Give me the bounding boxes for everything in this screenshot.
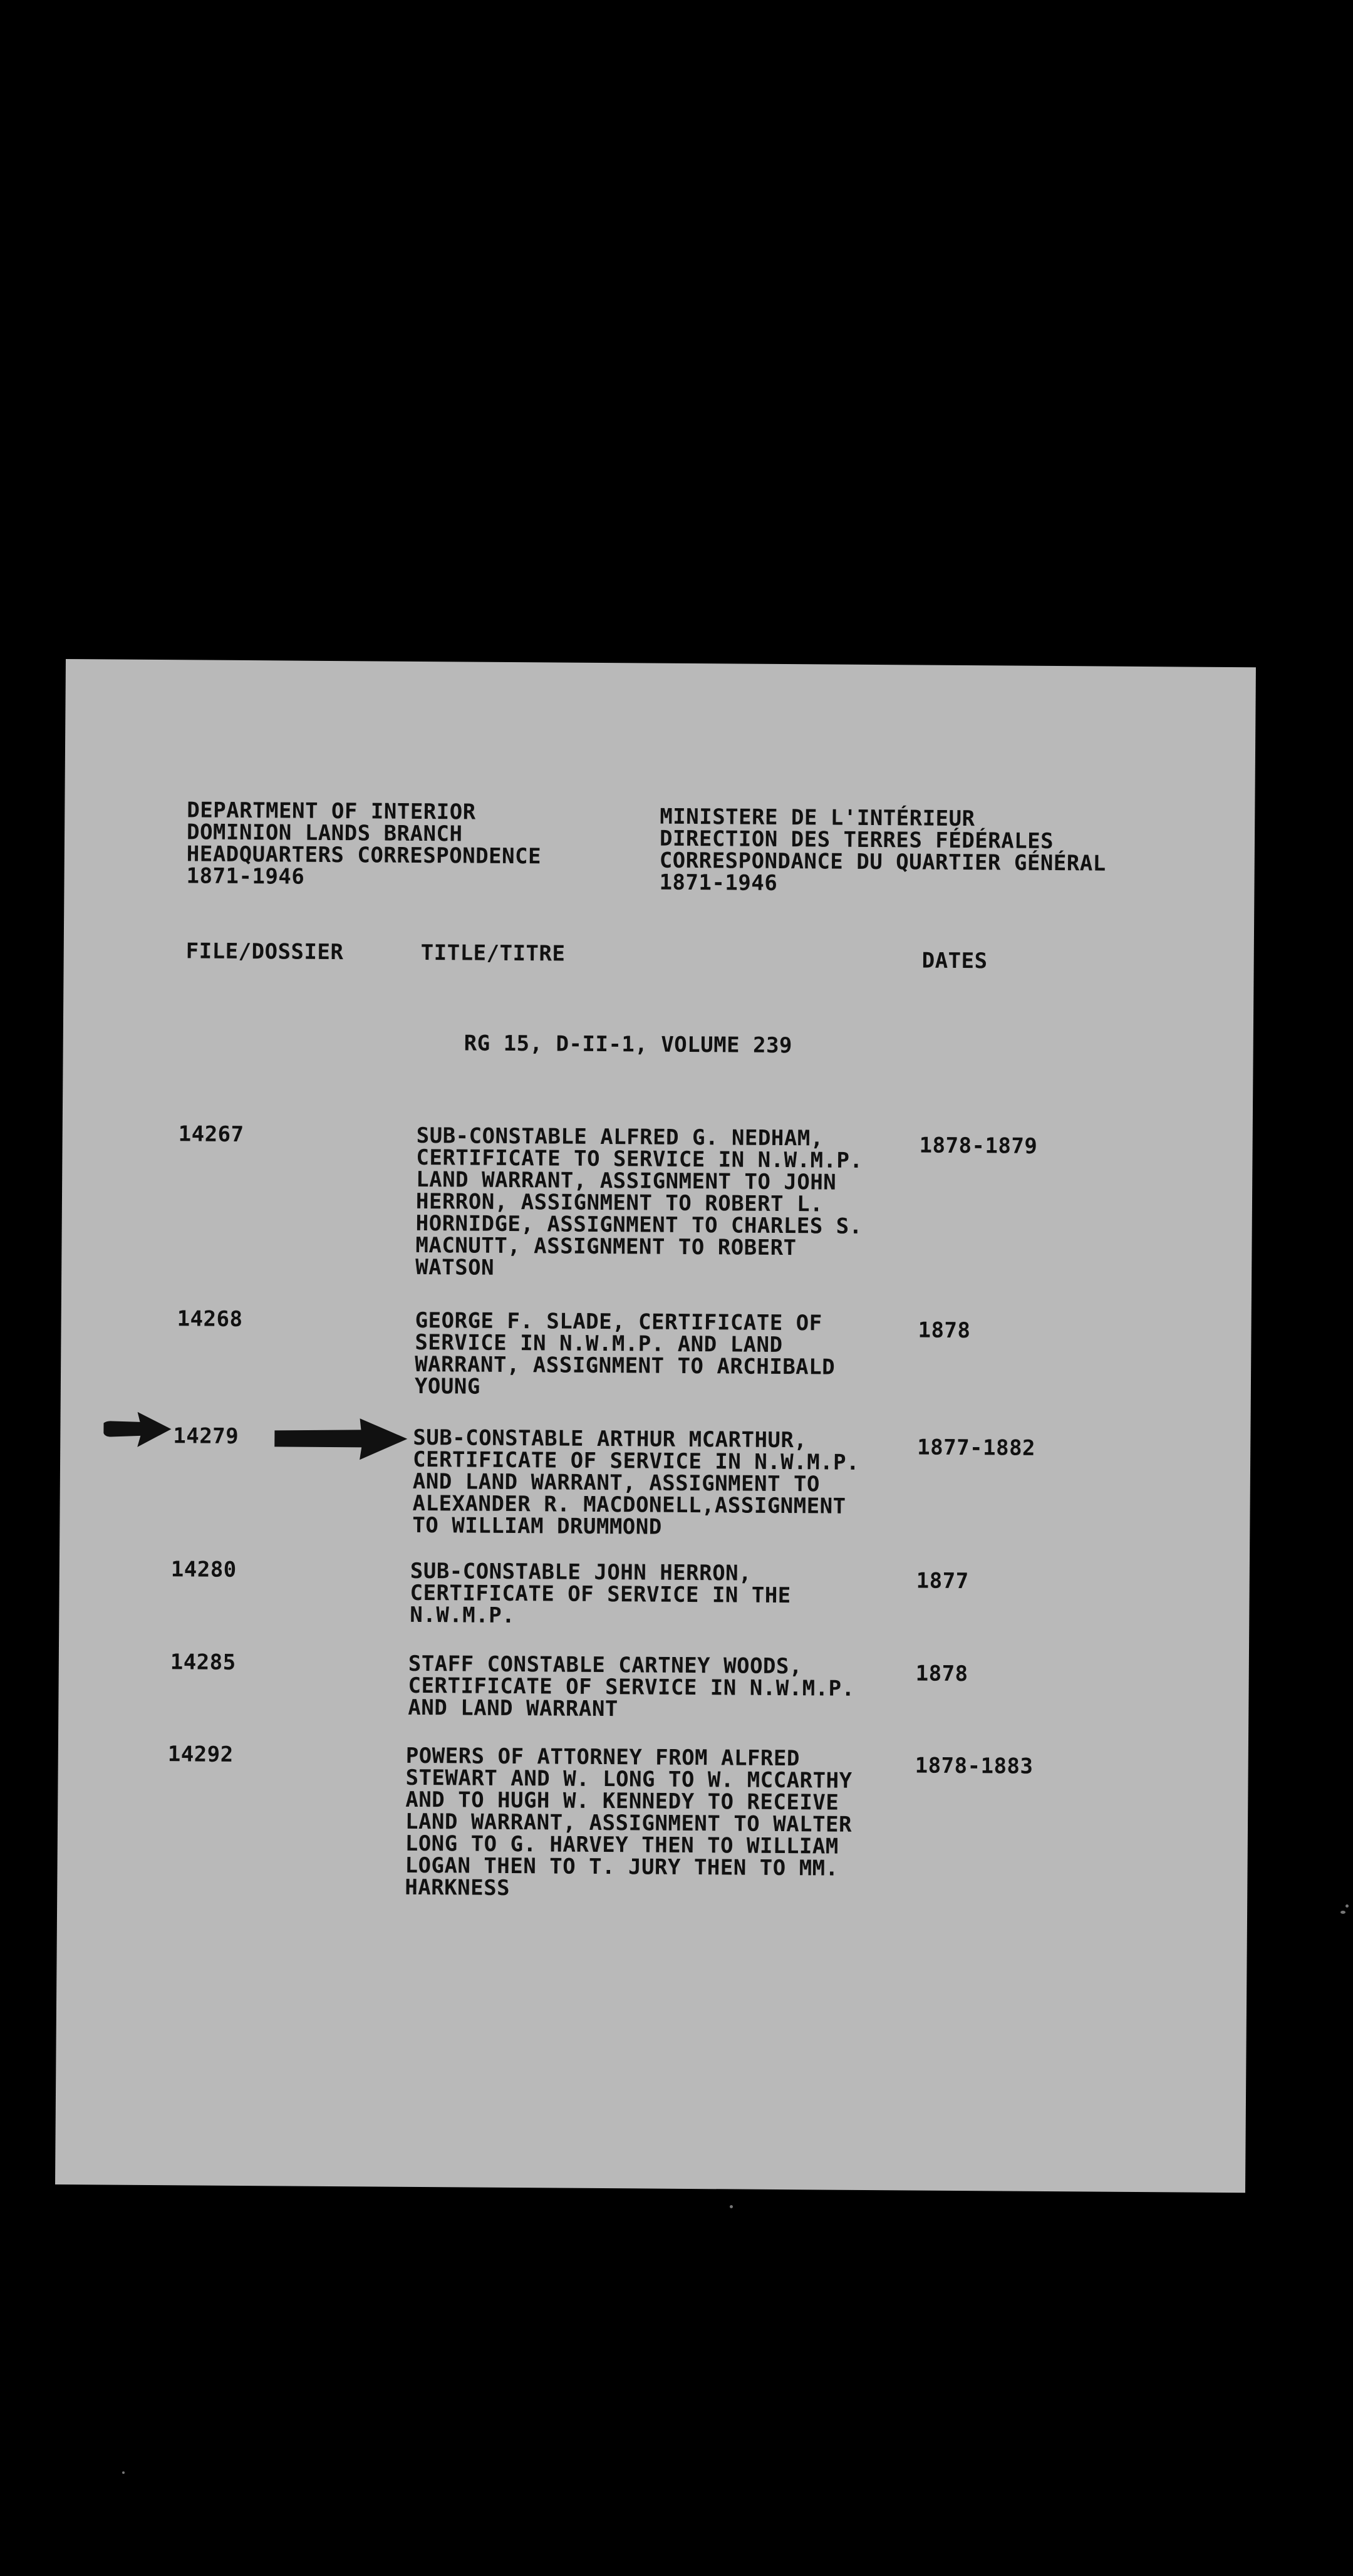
document-page	[55, 659, 1256, 2193]
column-header-file: FILE/DOSSIER	[185, 938, 344, 965]
table-row	[63, 1121, 1253, 1280]
arrow-right-icon	[273, 1415, 412, 1463]
header-right-line-1: MINISTERE DE L'INTÉRIEUR	[660, 804, 975, 832]
scan-speck	[122, 2471, 125, 2474]
table-row	[60, 1557, 1250, 1629]
header-left-line-3: HEADQUARTERS CORRESPONDENCE	[186, 841, 542, 870]
entry-dates: 1877-1882	[917, 1435, 1036, 1461]
entry-title: SUB-CONSTABLE JOHN HERRON, CERTIFICATE OF SERVICE IN THE N.W.M.P.	[410, 1558, 791, 1629]
entry-dates: 1878-1879	[919, 1133, 1038, 1159]
entry-title: SUB-CONSTABLE ALFRED G. NEDHAM, CERTIFICATE TO SERVICE IN N.W.M.P. LAND WARRANT, ASSIGNMENT TO JOHN HERRON, ASSIGNMENT TO ROBERT L. HORNIDGE, ASSIGNMENT TO CHARLES S. MACNUTT, ASSIGNMENT TO ROBERT WATSON	[415, 1123, 863, 1280]
file-number: 14279	[173, 1423, 239, 1449]
header-right-line-3: CORRESPONDANCE DU QUARTIER GÉNÉRAL	[659, 848, 1106, 876]
header-right-line-2: DIRECTION DES TERRES FÉDÉRALES	[659, 826, 1054, 854]
header-french	[659, 806, 1106, 897]
table-row	[61, 1306, 1252, 1400]
scan-speck	[730, 2205, 733, 2208]
file-number: 14268	[177, 1306, 243, 1332]
arrow-right-icon	[101, 1408, 176, 1452]
file-number: 14285	[170, 1649, 236, 1675]
entry-dates: 1878	[918, 1317, 971, 1344]
scan-speck	[1345, 1904, 1349, 1908]
header-left-line-4: 1871-1946	[186, 863, 305, 890]
entry-dates: 1877	[916, 1568, 969, 1594]
table-row	[58, 1742, 1248, 1901]
table-row	[59, 1649, 1249, 1722]
entry-title: POWERS OF ATTORNEY FROM ALFRED STEWART AND W. LONG TO W. MCCARTHY AND TO HUGH W. KENNEDY TO RECEIVE LAND WARRANT, ASSIGNMENT TO WALTER LONG TO G. HARVEY THEN TO WILLIAM LOGAN THEN TO T. JURY THEN TO MM. HARKNESS	[405, 1743, 853, 1901]
header-left-line-1: DEPARTMENT OF INTERIOR	[187, 797, 476, 825]
column-header-dates: DATES	[921, 948, 988, 974]
file-number: 14267	[178, 1121, 244, 1148]
entry-title: GEORGE F. SLADE, CERTIFICATE OF SERVICE IN N.W.M.P. AND LAND WARRANT, ASSIGNMENT TO ARCHIBALD YOUNG	[414, 1307, 836, 1400]
entry-title: SUB-CONSTABLE ARTHUR MCARTHUR, CERTIFICATE OF SERVICE IN N.W.M.P. AND LAND WARRANT, ASSIGNMENT TO ALEXANDER R. MACDONELL,ASSIGNMENT TO WILLIAM DRUMMOND	[412, 1425, 860, 1540]
column-header-title: TITLE/TITRE	[420, 940, 566, 967]
volume-reference: RG 15, D-II-1, VOLUME 239	[464, 1031, 793, 1059]
table-row-highlighted	[60, 1423, 1250, 1540]
scan-speck	[1340, 1911, 1345, 1914]
file-number: 14280	[170, 1557, 237, 1582]
entry-dates: 1878-1883	[915, 1753, 1034, 1779]
file-number: 14292	[167, 1742, 234, 1767]
header-left-line-2: DOMINION LANDS BRANCH	[186, 819, 463, 847]
entry-dates: 1878	[915, 1661, 968, 1687]
header-english	[186, 799, 541, 890]
entry-title: STAFF CONSTABLE CARTNEY WOODS, CERTIFICATE OF SERVICE IN N.W.M.P. AND LAND WARRANT	[408, 1651, 855, 1722]
header-right-line-4: 1871-1946	[659, 870, 778, 896]
